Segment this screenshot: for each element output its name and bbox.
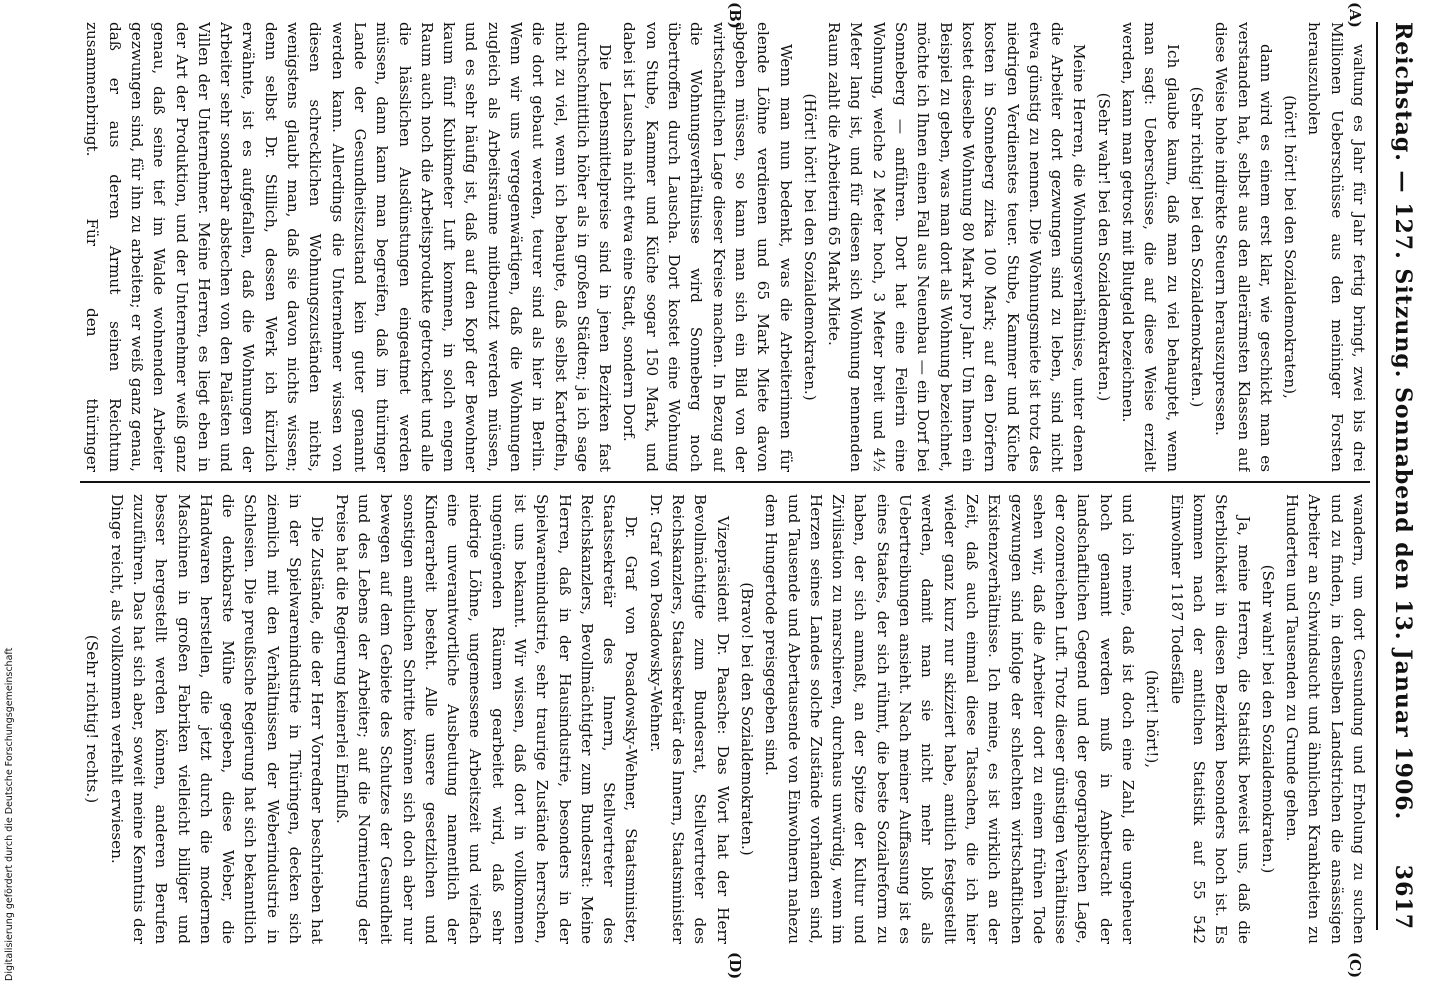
page-number: 3617 <box>1390 864 1416 930</box>
left-column <box>80 22 1370 472</box>
right-column <box>80 494 1370 944</box>
interjection: (hört! hört!), <box>1143 669 1162 769</box>
interjection: (Sehr wahr! bei den Sozialdemokraten.) <box>1258 564 1277 874</box>
credit-text: Digitalisierung gefördert durch die Deutsche Forschungsgemeinschaft <box>4 647 15 981</box>
interjection: (Sehr wahr! bei den Sozialdemokraten.) <box>1094 92 1113 402</box>
interjection: (Sehr richtig! bei den Sozialdemokraten.) <box>1187 86 1206 408</box>
paragraph: dann wird es einem erst klar, wie geschickt man es verstanden hat, selbst aus den allerärmsten Klassen auf diese Weise hohe indirekte Steuern herauszupressen. <box>1212 22 1275 472</box>
speaker-paragraph: Vizepräsident Dr. Paasche: Das Wort hat der Herr Bevollmächtigte zum Bundesrat, Stellvertreter des Reichskanzlers, Staatssekretär des Innern, Staatsminister Dr. Graf von Posadowsky-Wehner. <box>646 494 732 944</box>
header-rule <box>1376 22 1378 930</box>
paragraph: Wenn man nun bedenkt, was die Arbeiterinnen für elende Löhne verdienen und 65 Mark Miete davon abgeben müssen, so kann man sich ein Bild von der wirtschaftlichen Lage dieser Kreise machen. In Bezug auf die Wohnungsverhältnisse wird Sonneberg noch übertroffen durch Lauscha. Dort kostet eine Wohnung von Stube, Kammer und Küche sogar 150 Mark, und dabei ist Lauscha nicht etwa eine Stadt, sondern Dorf. <box>620 22 795 472</box>
margin-letter-a: (A) <box>1346 2 1364 28</box>
header-title: Reichstag. — 127. Sitzung. Sonnabend den 13. Januar 1906. <box>1390 22 1416 821</box>
page-header <box>1380 22 1420 930</box>
margin-letter-b: (B) <box>726 2 744 29</box>
column-divider <box>80 481 1370 483</box>
paragraph: Meine Herren, die Wohnungsverhältnisse, unter denen die Arbeiter dort gezwungen sind zu leben, sind nicht etwa günstig zu nennen. Die Wohnungsmiete ist trotz des niedrigen Verdienstes teuer. Stube, Kammer und Küche kosten in Sonneberg zirka 100 Mark; auf den Dörfern kostet dieselbe Wohnung 80 Mark pro Jahr. Um Ihnen ein Beispiel zu geben, was man dort als Wohnung bezeichnet, möchte ich Ihnen einen Fall aus Neuenbau — ein Dorf bei Sonneberg — anführen. Dort hat eine Feilerin eine Wohnung, welche 2 Meter hoch, 3 Meter breit und 4½ Meter lang ist, und für diesen sich Wohnung nennenden Raum zahlt die Arbeiterin 65 Mark Miete. <box>825 22 1089 472</box>
paragraph: wandern, um dort Gesundung und Erholung zu suchen und zu finden, in denselben Landstrichen die ansässigen Arbeiter an Schwindsucht und ähnlichen Krankheiten zu Hunderten und Tausenden zu Grunde gehen. <box>1283 494 1368 944</box>
paragraph: Die Zustände, die der Herr Vorredner beschrieben hat in der Spielwarenindustrie in Thüringen, decken sich ziemlich mit den Verhältnissen der Weberindustrie in Schlesien. Die preußische Regierung hat sich bekanntlich die denkbarste Mühe gegeben, diese Weber, die Handwaren herstellen, die jetzt durch die modernen Maschinen in großen Fabriken vielleicht billiger und besser hergestellt werden können, anderen Berufen zuzuführen. Das hat sich aber, soweit meine Kenntnis der Dinge reicht, als vollkommen verfehlt erwiesen. <box>107 494 327 944</box>
interjection: (Sehr richtig! rechts.) <box>83 634 102 804</box>
paragraph: Ich glaube kaum, daß man zu viel behauptet, wenn man sagt: Ueberschüsse, die auf diese Weise erzielt werden, kann man getrost mit Blutgeld bezeichnen. <box>1119 22 1182 472</box>
paragraph: Ja, meine Herren, die Statistik beweist uns, daß die Sterblichkeit in diesen Bezirken besonders hoch ist. Es kommen nach der amtlichen Statistik auf 55 542 Einwohner 1187 Todesfälle <box>1167 494 1253 944</box>
paragraph: waltung es Jahr für Jahr fertig bringt, zwei bis drei Millionen Ueberschüsse aus den meininger Forsten herauszuholen <box>1305 22 1368 472</box>
interjection: (Hört! hört! bei den Sozialdemokraten.) <box>800 93 819 401</box>
interjection: (Bravo! bei den Sozialdemokraten.) <box>737 582 756 856</box>
paragraph: Die Lebensmittelpreise sind in jenen Bezirken fast durchschnittlich höher als in großen Städten; ja ich sage nicht zu viel, wenn ich behaupte, daß selbst Kartoffeln, die dort gebaut werden, teurer sind als hier in Berlin. Wenn wir uns vergegenwärtigen, daß die Wohnungen zugleich als Arbeitsräume mitbenutzt werden müssen, und es sehr häufig ist, daß auf den Kopf der Bewohner kaum fünf Kubikmeter Luft kommen, in solch engem Raum auch noch die Arbeitsprodukte getrocknet und alle die hässlichen Ausdünstungen eingeatmet werden müssen, dann kann man begreifen, daß im thüringer Lande der Gesundheitszustand kein guter genannt werden kann. Allerdings die Unternehmer wissen von diesen schrecklichen Wohnungszuständen nichts, wenigstens glaubt man, daß sie davon nichts wissen; denn selbst Dr. Stillich, dessen Werk ich kürzlich erwähnte, ist es aufgefallen, daß die Wohnungen der Arbeiter sehr sonderbar abstechen von den Palästen und Villen der Unternehmer. Meine Herren, es liegt eben in der Art der Produktion, und der Unternehmer weiß ganz genau, daß seine tief im Walde wohnenden Arbeiter gezwungen sind, für ihn zu arbeiten; er weiß ganz genau, daß er aus deren Armut seinen Reichtum zusammenbringt. Für den thüringer <box>83 22 615 472</box>
interjection: (hört! hört! bei den Sozialdemokraten), <box>1281 95 1300 399</box>
speaker-paragraph: Dr. Graf von Posadowsky-Wehner, Staatsminister, Staatssekretär des Innern, Stellvertreter des Reichskanzlers, Bevollmächtigter zum Bundesrat: Meine Herren, daß in der Hausindustrie, besonders in der Spielwarenindustrie, sehr traurige Zustände herrschen, ist uns bekannt. Wir wissen, daß dort in vollkommen ungenügenden Räumen gearbeitet wird, daß sehr niedrige Löhne, ungemessene Arbeitszeit und vielfach eine unverantwortliche Ausbeutung namentlich der Kinderarbeit besteht. Alle unsere gesetzlichen und sonstigen amtlichen Schritte können sich doch aber nur bewegen auf dem Gebiete des Schutzes der Gesundheit und des Lebens der Arbeiter; auf die Normierung der Preise hat die Regierung keinerlei Einfluß. <box>332 494 641 944</box>
margin-letter-d: (D) <box>726 952 744 980</box>
margin-letter-c: (C) <box>1346 952 1364 979</box>
digitization-credit <box>4 2 16 992</box>
paragraph: und ich meine, daß ist doch eine Zahl, die ungeheuer hoch genannt werden muß in Anbetracht der landschaftlichen Gegend und der geographischen Lage, der ozonreichen Luft. Trotz dieser günstigen Verhältnisse sehen wir, daß die Arbeiter dort zu einem frühen Tode gezwungen sind infolge der schlechten wirtschaftlichen Existenzverhältnisse. Ich meine, es ist wirklich an der Zeit, daß auch einmal diese Tatsachen, die ich hier wieder ganz kurz nur skizziert habe, amtlich festgestellt werden, damit man sie nicht mehr bloß als Uebertreibungen ansieht. Nach meiner Auffassung ist es eines Staates, der sich rühmt, die beste Sozialreform zu haben, der sich anmaßt, an der Spitze der Kultur und Zivilisation zu marschieren, durchaus unwürdig, wenn im Herzen seines Landes solche Zustände vorhanden sind, und Tausende und Abertausende von Einwohnern nahezu dem Hungertode preisgegeben sind. <box>762 494 1138 944</box>
